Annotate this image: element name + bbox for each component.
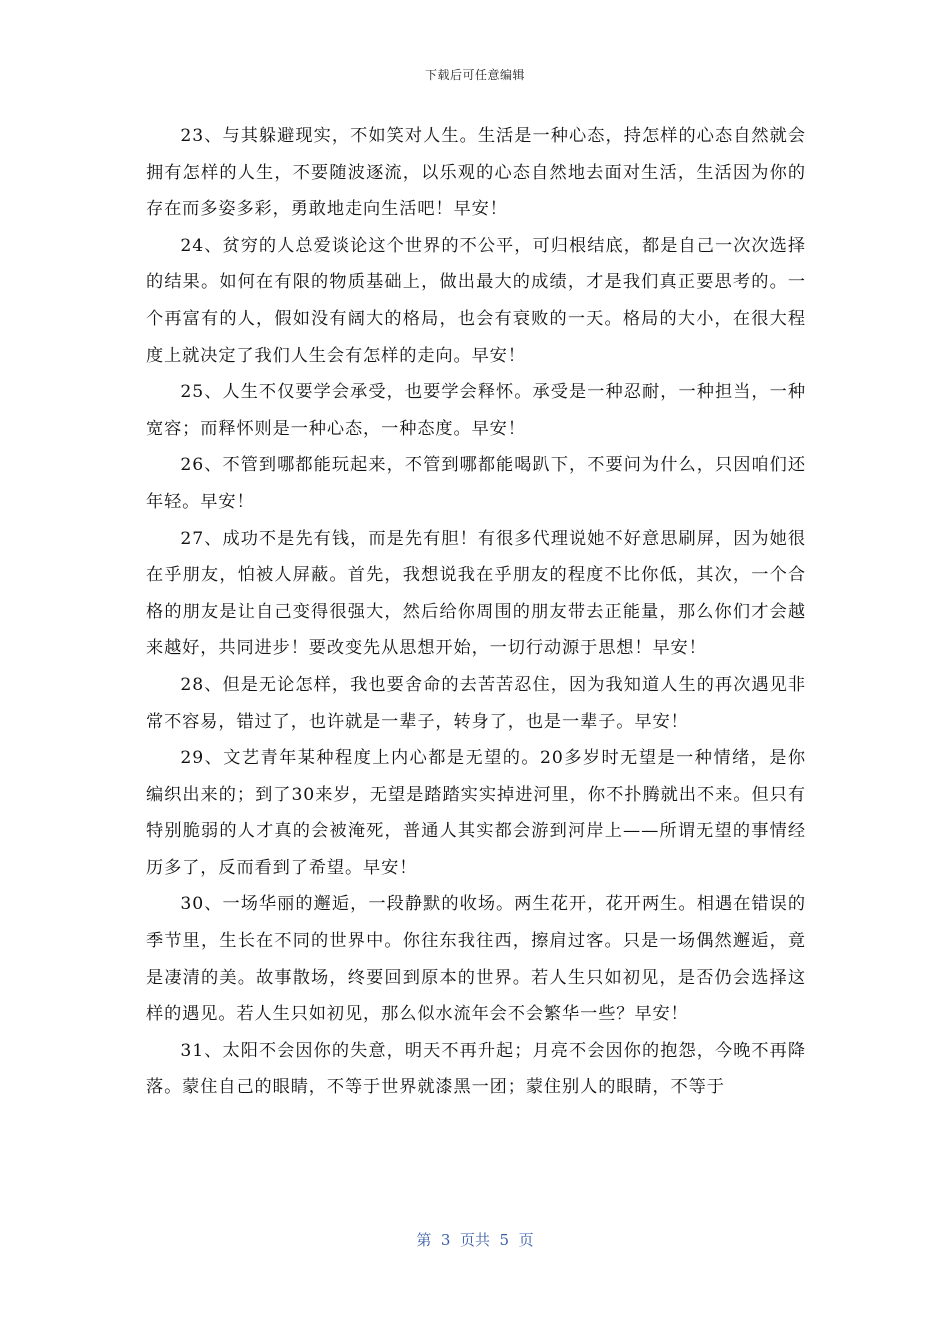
- document-body: [146, 118, 806, 1106]
- paragraph-29: 29、文艺青年某种程度上内心都是无望的。20多岁时无望是一种情绪，是你编织出来的；到了30来岁，无望是踏踏实实掉进河里，你不扑腾就出不来。但只有特别脆弱的人才真的会被淹死，普通人其实都会游到河岸上——所谓无望的事情经历多了，反而看到了希望。早安！: [146, 748, 806, 878]
- paragraph-30: 30、一场华丽的邂逅，一段静默的收场。两生花开，花开两生。相遇在错误的季节里，生长在不同的世界中。你往东我往西，擦肩过客。只是一场偶然邂逅，竟是凄清的美。故事散场，终要回到原本的世界。若人生只如初见，是否仍会选择这样的遇见。若人生只如初见，那么似水流年会不会繁华一些？早安！: [146, 894, 806, 1025]
- paragraph-25: 25、人生不仅要学会承受，也要学会释怀。承受是一种忍耐，一种担当，一种宽容；而释怀则是一种心态，一种态度。早安！: [146, 382, 806, 439]
- paragraph-31: 31、太阳不会因你的失意，明天不再升起；月亮不会因你的抱怨，今晚不再降落。蒙住自己的眼睛，不等于世界就漆黑一团；蒙住别人的眼睛，不等于: [146, 1040, 806, 1098]
- page-header: 下载后可任意编辑: [424, 68, 525, 82]
- paragraph-28: 28、但是无论怎样，我也要舍命的去苦苦忍住，因为我知道人生的再次遇见非常不容易，错过了，也许就是一辈子，转身了，也是一辈子。早安！: [146, 674, 806, 732]
- paragraph-23: 23、与其躲避现实，不如笑对人生。生活是一种心态，持怎样的心态自然就会拥有怎样的人生，不要随波逐流，以乐观的心态自然地去面对生活，生活因为你的存在而多姿多彩，勇敢地走向生活吧！早安！: [146, 126, 806, 220]
- paragraph-27: 27、成功不是先有钱，而是先有胆！有很多代理说她不好意思刷屏，因为她很在乎朋友，怕被人屏蔽。首先，我想说我在乎朋友的程度不比你低，其次，一个合格的朋友是让自己变得很强大，然后给你周围的朋友带去正能量，那么你们才会越来越好，共同进步！要改变先从思想开始，一切行动源于思想！早安！: [146, 528, 806, 659]
- page-number-footer: 第 3 页共 5 页: [416, 1231, 534, 1249]
- paragraph-24: 24、贫穷的人总爱谈论这个世界的不公平，可归根结底，都是自己一次次选择的结果。如何在有限的物质基础上，做出最大的成绩，才是我们真正要思考的。一个再富有的人，假如没有阔大的格局，也会有衰败的一天。格局的大小，在很大程度上就决定了我们人生会有怎样的走向。早安！: [146, 235, 806, 366]
- paragraph-26: 26、不管到哪都能玩起来，不管到哪都能喝趴下，不要问为什么，只因咱们还年轻。早安！: [146, 455, 806, 512]
